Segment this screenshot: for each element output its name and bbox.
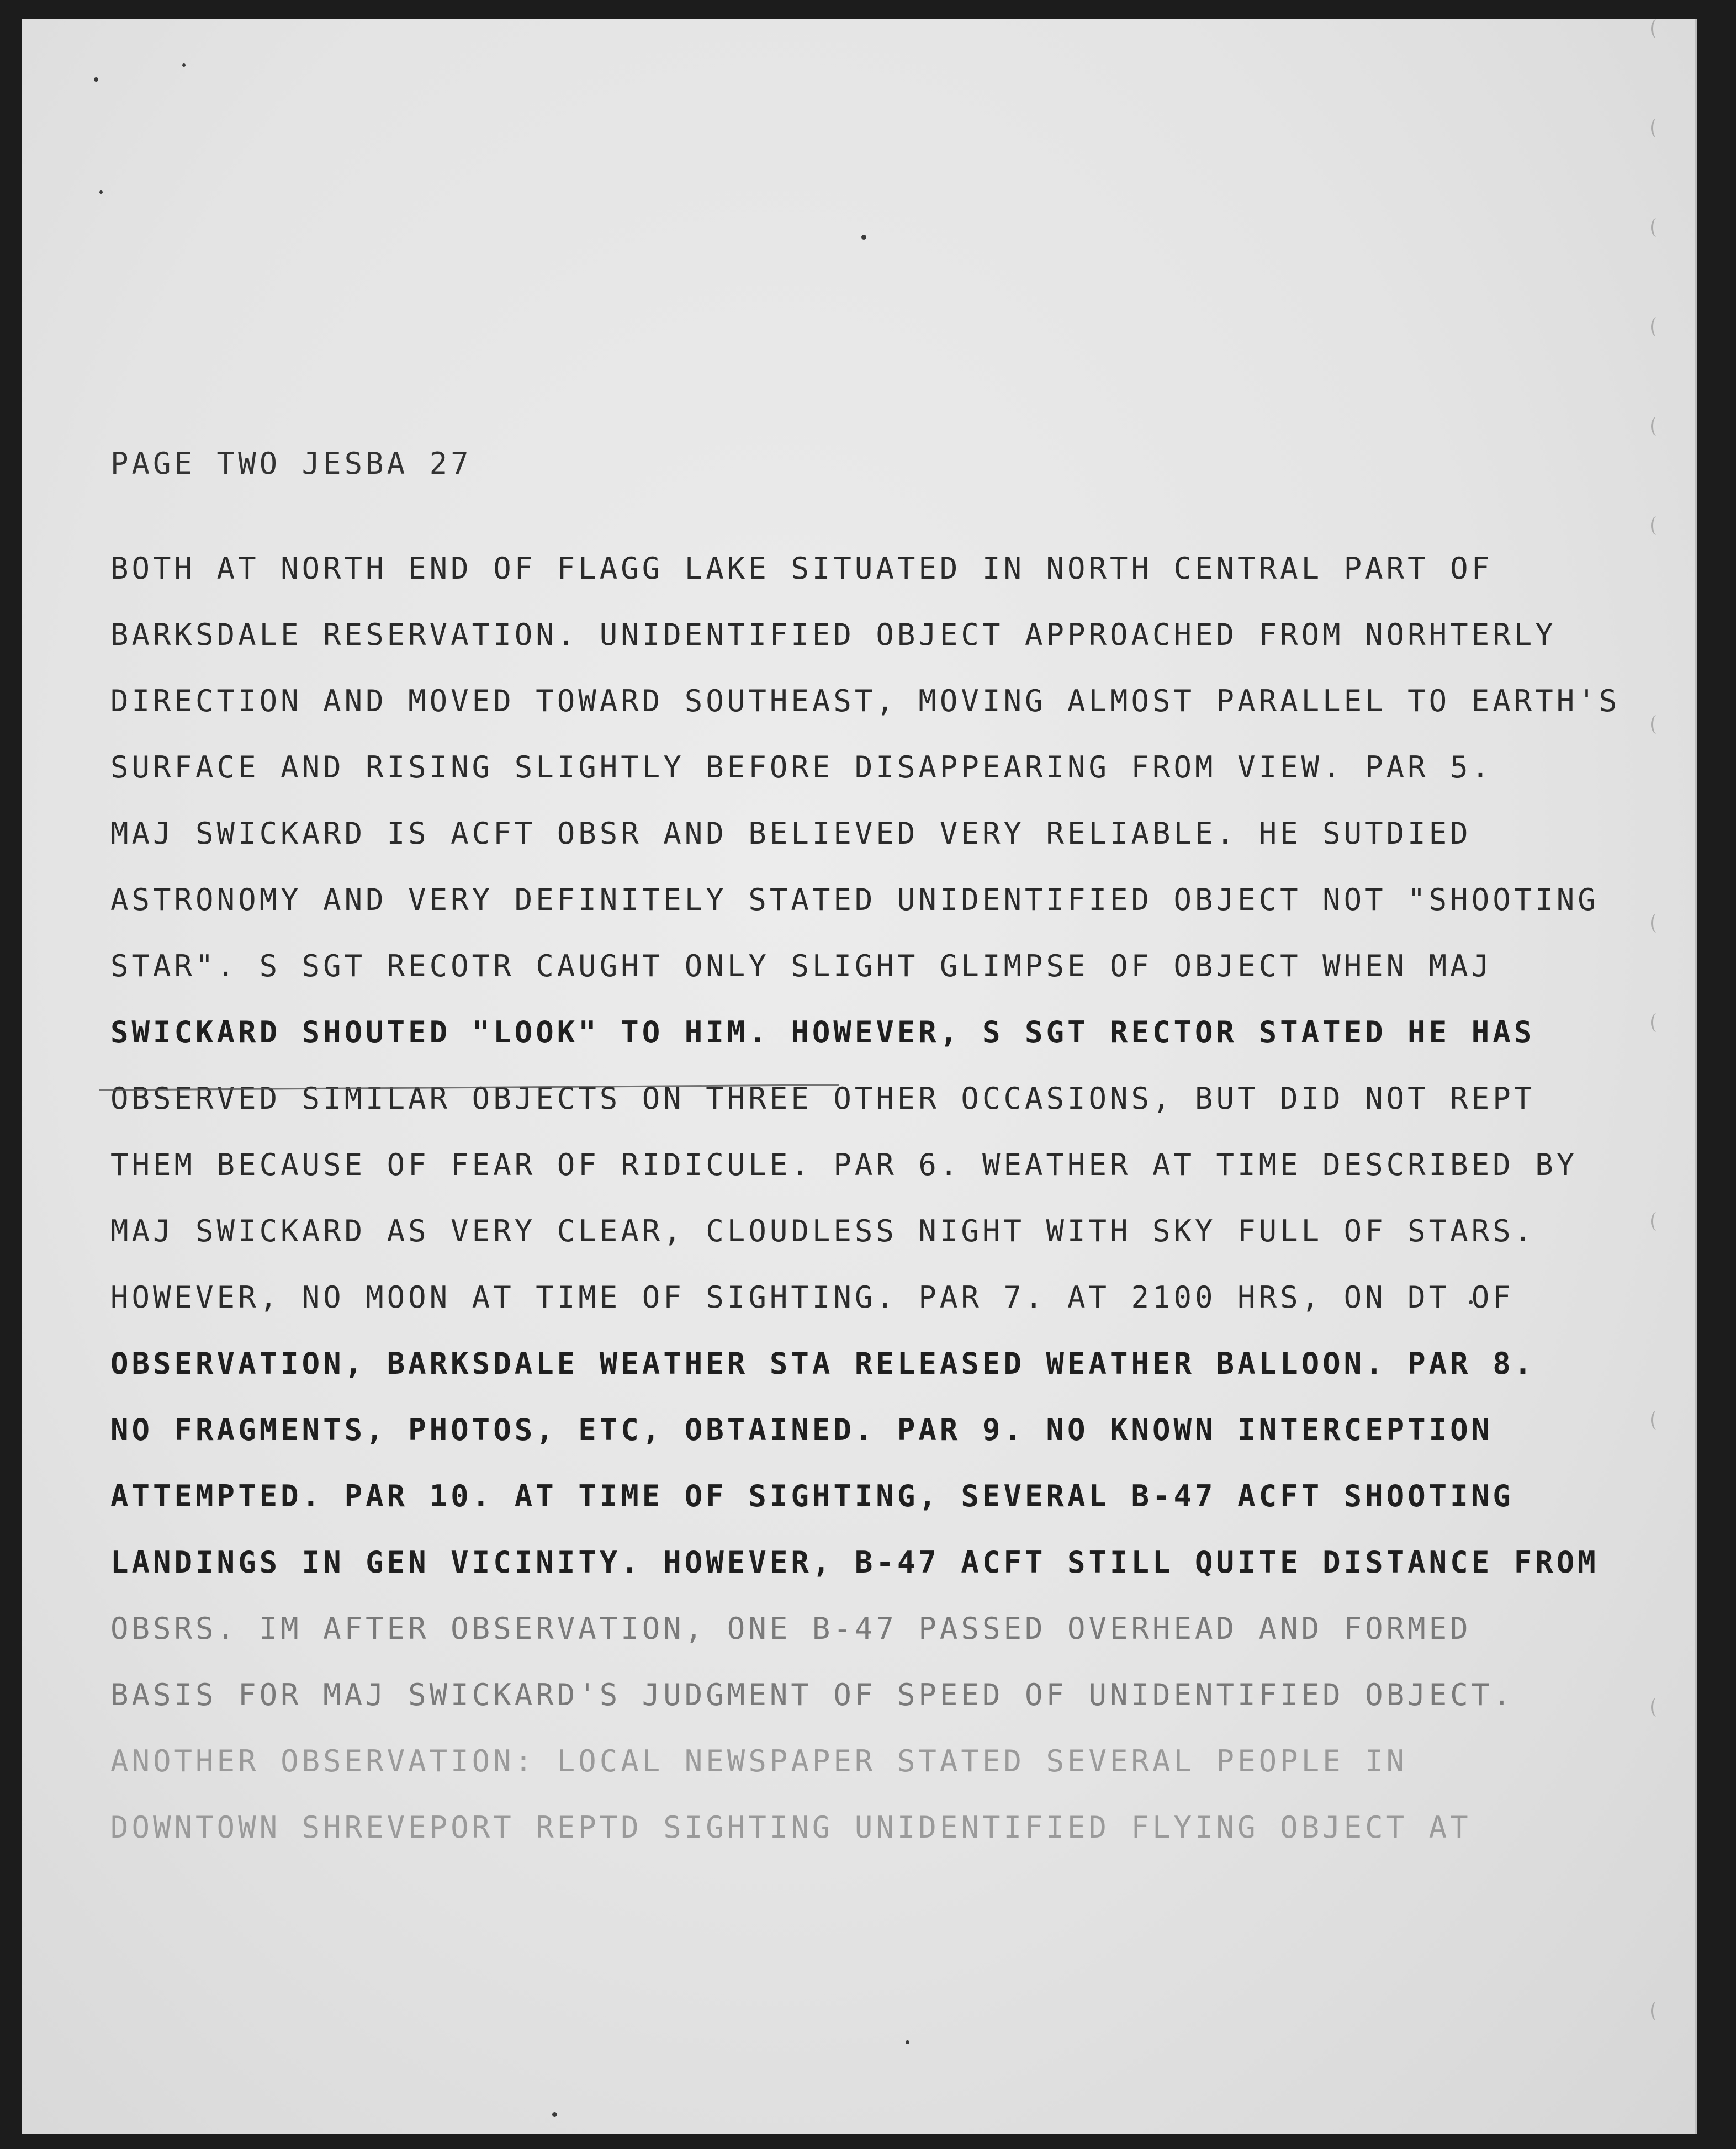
text-line: SWICKARD SHOUTED "LOOK" TO HIM. HOWEVER, S SGT RECTOR STATED HE HAS <box>110 1015 1536 1050</box>
text-line: BARKSDALE RESERVATION. UNIDENTIFIED OBJECT APPROACHED FROM NORHTERLY <box>110 617 1557 652</box>
text-line: OBSERVED SIMILAR OBJECTS ON THREE OTHER OCCASIONS, BUT DID NOT REPT <box>110 1081 1536 1116</box>
typed-message <box>110 446 1621 1877</box>
perforation-mark <box>1651 715 1662 734</box>
perforation-mark <box>1651 2002 1662 2020</box>
page-header: PAGE TWO JESBA 27 <box>110 446 472 481</box>
text-line: STAR". S SGT RECOTR CAUGHT ONLY SLIGHT GLIMPSE OF OBJECT WHEN MAJ <box>110 949 1493 983</box>
text-line: NO FRAGMENTS, PHOTOS, ETC, OBTAINED. PAR 9. NO KNOWN INTERCEPTION <box>110 1412 1493 1447</box>
dust-speck <box>552 2112 557 2117</box>
text-line: DIRECTION AND MOVED TOWARD SOUTHEAST, MOVING ALMOST PARALLEL TO EARTH'S <box>110 684 1621 718</box>
perforation-mark <box>1651 317 1662 336</box>
perforation-mark <box>1651 1212 1662 1231</box>
text-line: THEM BECAUSE OF FEAR OF RIDICULE. PAR 6. WEATHER AT TIME DESCRIBED BY <box>110 1147 1578 1182</box>
text-line: BOTH AT NORTH END OF FLAGG LAKE SITUATED IN NORTH CENTRAL PART OF <box>110 551 1493 586</box>
dust-speck <box>182 63 186 67</box>
text-line: ANOTHER OBSERVATION: LOCAL NEWSPAPER STATED SEVERAL PEOPLE IN <box>110 1744 1408 1779</box>
text-line: ATTEMPTED. PAR 10. AT TIME OF SIGHTING, SEVERAL B-47 ACFT SHOOTING <box>110 1479 1514 1513</box>
perforation-mark <box>1651 417 1662 436</box>
perforation-mark <box>1651 119 1662 137</box>
perforation-mark <box>1651 218 1662 237</box>
text-line: OBSERVATION, BARKSDALE WEATHER STA RELEASED WEATHER BALLOON. PAR 8. <box>110 1346 1536 1381</box>
perforation-mark <box>1651 1411 1662 1430</box>
perforation-mark <box>1651 1698 1662 1717</box>
dust-speck <box>99 190 103 194</box>
text-line: DOWNTOWN SHREVEPORT REPTD SIGHTING UNIDENTIFIED FLYING OBJECT AT <box>110 1810 1472 1845</box>
dust-speck <box>906 2040 909 2044</box>
perforation-margin <box>1607 19 1695 2134</box>
perforation-mark <box>1651 19 1662 38</box>
text-line: HOWEVER, NO MOON AT TIME OF SIGHTING. PAR 7. AT 2100 HRS, ON DT OF <box>110 1280 1514 1315</box>
text-line: MAJ SWICKARD AS VERY CLEAR, CLOUDLESS NIGHT WITH SKY FULL OF STARS. <box>110 1214 1536 1248</box>
text-line: ASTRONOMY AND VERY DEFINITELY STATED UNIDENTIFIED OBJECT NOT "SHOOTING <box>110 882 1599 917</box>
perforation-mark <box>1651 1013 1662 1032</box>
text-line: LANDINGS IN GEN VICINITY. HOWEVER, B-47 ACFT STILL QUITE DISTANCE FROM <box>110 1545 1599 1580</box>
dust-speck <box>94 77 98 82</box>
dust-speck <box>861 235 866 240</box>
perforation-mark <box>1651 914 1662 933</box>
text-line: OBSRS. IM AFTER OBSERVATION, ONE B-47 PASSED OVERHEAD AND FORMED <box>110 1611 1472 1646</box>
text-line: BASIS FOR MAJ SWICKARD'S JUDGMENT OF SPEED OF UNIDENTIFIED OBJECT. <box>110 1677 1514 1712</box>
text-line: SURFACE AND RISING SLIGHTLY BEFORE DISAPPEARING FROM VIEW. PAR 5. <box>110 750 1493 785</box>
perforation-mark <box>1651 516 1662 535</box>
text-line: MAJ SWICKARD IS ACFT OBSR AND BELIEVED VERY RELIABLE. HE SUTDIED <box>110 816 1472 851</box>
